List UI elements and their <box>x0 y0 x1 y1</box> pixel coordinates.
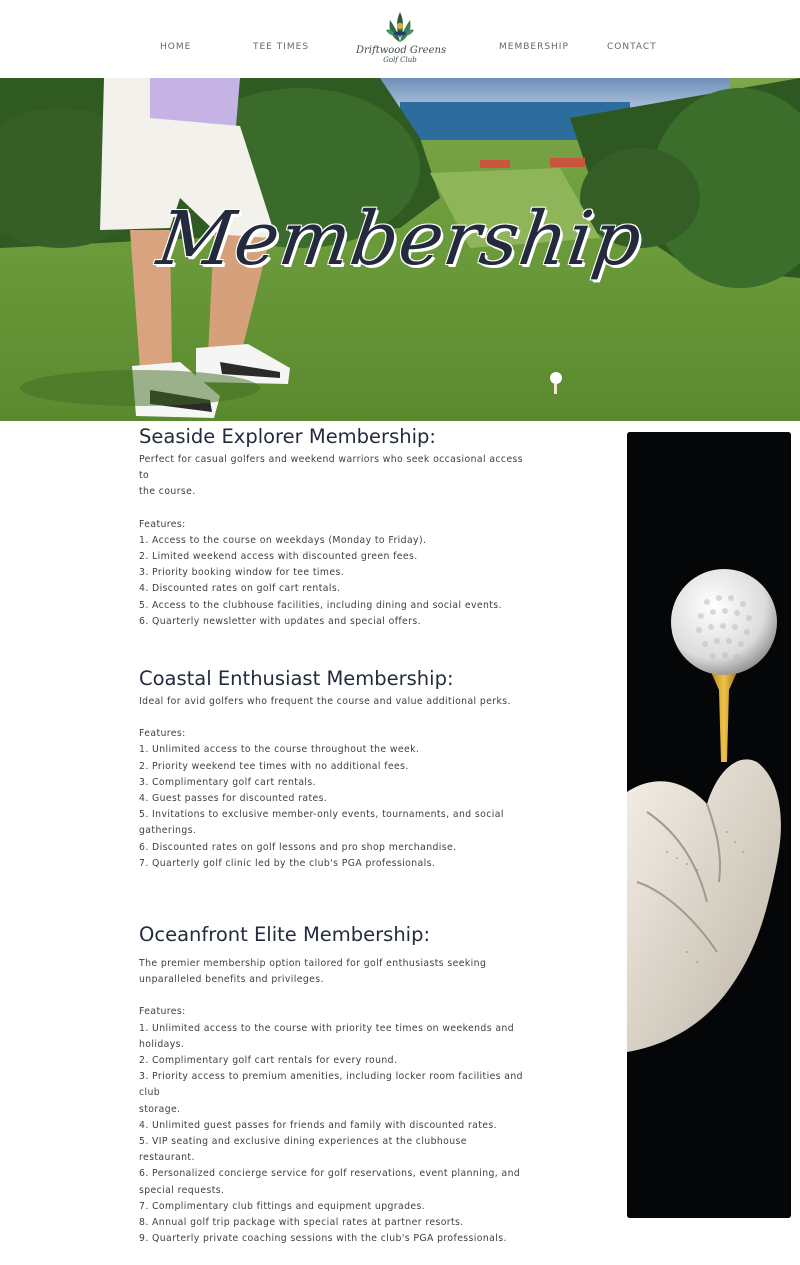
club-logo[interactable] <box>356 8 447 72</box>
feature-item: gatherings. <box>139 825 197 837</box>
logo-name: Driftwood Greens <box>356 45 447 56</box>
golf-ball-tee-photo <box>627 432 791 1218</box>
feature-item: 4. Guest passes for discounted rates. <box>139 793 328 805</box>
feature-item: 7. Complimentary club fittings and equipment upgrades. <box>139 1200 426 1212</box>
section-title: Oceanfront Elite Membership: <box>139 923 431 946</box>
feature-item: holidays. <box>139 1038 185 1050</box>
feature-item: 4. Discounted rates on golf cart rentals. <box>139 583 341 595</box>
feature-item: 9. Quarterly private coaching sessions with the club's PGA professionals. <box>139 1233 507 1245</box>
section-description-line: unparalleled benefits and privileges. <box>139 974 324 986</box>
feature-item: 1. Unlimited access to the course throughout the week. <box>139 744 420 756</box>
membership-section <box>139 666 524 872</box>
section-description-line: Ideal for avid golfers who frequent the course and value additional perks. <box>139 696 511 707</box>
feature-item: 3. Complimentary golf cart rentals. <box>139 776 317 788</box>
feature-item: 4. Unlimited guest passes for friends and family with discounted rates. <box>139 1119 498 1131</box>
feature-item: special requests. <box>139 1184 225 1196</box>
feature-item: 2. Priority weekend tee times with no additional fees. <box>139 760 409 772</box>
gloved-hand-golf-ball-image <box>627 432 791 1218</box>
nav-home-link[interactable]: HOME <box>160 42 192 52</box>
membership-section <box>139 424 524 630</box>
section-title: Seaside Explorer Membership: <box>139 425 436 448</box>
nav-tee-times-link[interactable]: TEE TIMES <box>253 42 310 52</box>
feature-item: 3. Priority booking window for tee times. <box>139 567 345 579</box>
hero-title: Membership <box>152 196 648 282</box>
leaf-bird-emblem-icon <box>380 8 420 44</box>
section-description-line: the course. <box>139 486 196 498</box>
logo-subtitle: Golf Club <box>383 56 417 64</box>
feature-item: 6. Quarterly newsletter with updates and special offers. <box>139 615 421 627</box>
feature-item: storage. <box>139 1103 181 1115</box>
membership-section <box>139 922 524 1247</box>
section-description-line: Perfect for casual golfers and weekend warriors who seek occasional access to <box>139 454 524 482</box>
section-title: Coastal Enthusiast Membership: <box>139 667 454 690</box>
feature-item: 7. Quarterly golf clinic led by the club's PGA professionals. <box>139 857 436 869</box>
features-label: Features: <box>139 1006 186 1018</box>
feature-item: 3. Priority access to premium amenities, including locker room facilities and club <box>139 1071 523 1099</box>
feature-item: 5. Invitations to exclusive member-only events, tournaments, and social <box>139 809 504 821</box>
hero-banner <box>0 78 800 421</box>
feature-item: 6. Discounted rates on golf lessons and pro shop merchandise. <box>139 841 457 853</box>
feature-item: 1. Access to the course on weekdays (Monday to Friday). <box>139 534 427 546</box>
features-label: Features: <box>139 518 186 530</box>
feature-item: 5. VIP seating and exclusive dining experiences at the clubhouse restaurant. <box>139 1136 467 1164</box>
nav-membership-link[interactable]: MEMBERSHIP <box>499 42 569 52</box>
feature-item: 1. Unlimited access to the course with priority tee times on weekends and <box>139 1022 515 1034</box>
feature-item: 6. Personalized concierge service for golf reservations, event planning, and <box>139 1168 521 1180</box>
section-description-line: The premier membership option tailored for golf enthusiasts seeking <box>139 958 487 969</box>
feature-item: 5. Access to the clubhouse facilities, including dining and social events. <box>139 599 502 611</box>
feature-item: 8. Annual golf trip package with special rates at partner resorts. <box>139 1217 464 1229</box>
site-header <box>0 0 800 78</box>
nav-contact-link[interactable]: CONTACT <box>607 42 657 52</box>
feature-item: 2. Complimentary golf cart rentals for every round. <box>139 1055 398 1067</box>
feature-item: 2. Limited weekend access with discounted green fees. <box>139 551 418 563</box>
features-label: Features: <box>139 728 186 740</box>
